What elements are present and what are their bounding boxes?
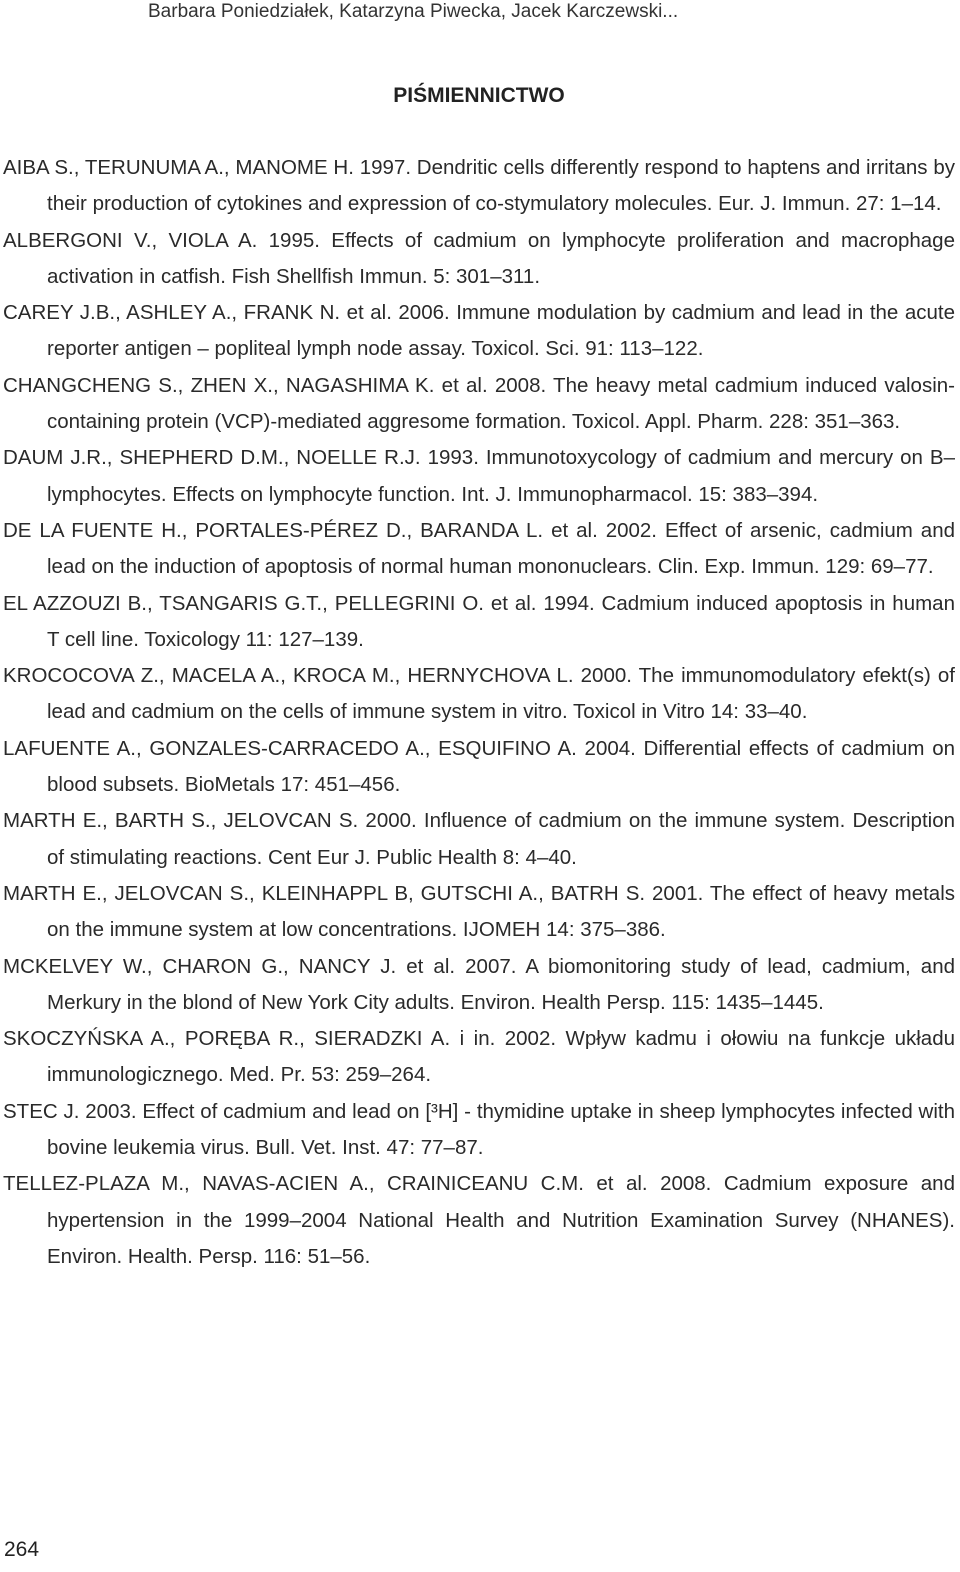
section-title (0, 84, 960, 108)
reference-item: SKOCZYŃSKA A., PORĘBA R., SIERADZKI A. i in. 2002. Wpływ kadmu i ołowiu na funkcje układu immunologicznego. Med. Pr. 53: 259–264. (3, 1027, 955, 1087)
reference-item: TELLEZ-PLAZA M., NAVAS-ACIEN A., CRAINICEANU C.M. et al. 2008. Cadmium exposure and hypertension in the 1999–2004 National Health and Nutrition Examination Survey (NHANES). Environ. Health. Persp. 116: 51–56. (3, 1172, 955, 1268)
reference-item: AIBA S., TERUNUMA A., MANOME H. 1997. Dendritic cells differently respond to haptens and irritans by their production of cytokines and expression of co-stymulatory molecules. Eur. J. Immun. 27: 1–14. (3, 156, 955, 216)
reference-item: LAFUENTE A., GONZALES-CARRACEDO A., ESQUIFINO A. 2004. Differential effects of cadmium on blood subsets. BioMetals 17: 451–456. (3, 736, 955, 797)
reference-item: MARTH E., JELOVCAN S., KLEINHAPPL B, GUTSCHI A., BATRH S. 2001. The effect of heavy metals on the immune system at low concentrations. IJOMEH 14: 375–386. (3, 881, 955, 942)
reference-item: MCKELVEY W., CHARON G., NANCY J. et al. 2007. A biomonitoring study of lead, cadmium, and Merkury in the blond of New York City adults. Environ. Health Persp. 115: 1435–1445. (3, 954, 955, 1014)
reference-item: EL AZZOUZI B., TSANGARIS G.T., PELLEGRINI O. et al. 1994. Cadmium induced apoptosis in human T cell line. Toxicology 11: 127–139. (3, 591, 955, 651)
reference-item: MARTH E., BARTH S., JELOVCAN S. 2000. Influence of cadmium on the immune system. Description of stimulating reactions. Cent Eur J. Public Health 8: 4–40. (3, 809, 955, 869)
page-number: 264 (4, 1538, 40, 1561)
running-head: Barbara Poniedziałek, Katarzyna Piwecka, Jacek Karczewski... (148, 1, 679, 22)
reference-item: STEC J. 2003. Effect of cadmium and lead on [³H] - thymidine uptake in sheep lymphocytes infected with bovine leukemia virus. Bull. Vet. Inst. 47: 77–87. (3, 1099, 955, 1160)
reference-item: CHANGCHENG S., ZHEN X., NAGASHIMA K. et al. 2008. The heavy metal cadmium induced valosin-containing protein (VCP)-mediated aggresome formation. Toxicol. Appl. Pharm. 228: 351–363. (3, 373, 955, 434)
reference-item: KROCOCOVA Z., MACELA A., KROCA M., HERNYCHOVA L. 2000. The immunomodulatory efekt(s) of lead and cadmium on the cells of immune system in vitro. Toxicol in Vitro 14: 33–40. (3, 664, 955, 724)
reference-item: DE LA FUENTE H., PORTALES-PÉREZ D., BARANDA L. et al. 2002. Effect of arsenic, cadmium and lead on the induction of apoptosis of normal human mononuclears. Clin. Exp. Immun. 129: 69–77. (3, 518, 955, 579)
reference-item: CAREY J.B., ASHLEY A., FRANK N. et al. 2006. Immune modulation by cadmium and lead in the acute reporter antigen – popliteal lymph node assay. Toxicol. Sci. 91: 113–122. (3, 301, 955, 361)
reference-item: ALBERGONI V., VIOLA A. 1995. Effects of cadmium on lymphocyte proliferation and macrophage activation in catfish. Fish Shellfish Immun. 5: 301–311. (3, 228, 955, 288)
reference-list (3, 150, 955, 1275)
section-title-text: PIŚMIENNICTWO (393, 84, 565, 107)
reference-item: DAUM J.R., SHEPHERD D.M., NOELLE R.J. 1993. Immunotoxycology of cadmium and mercury on B–lymphocytes. Effects on lymphocyte function. Int. J. Immunopharmacol. 15: 383–394. (3, 446, 955, 506)
